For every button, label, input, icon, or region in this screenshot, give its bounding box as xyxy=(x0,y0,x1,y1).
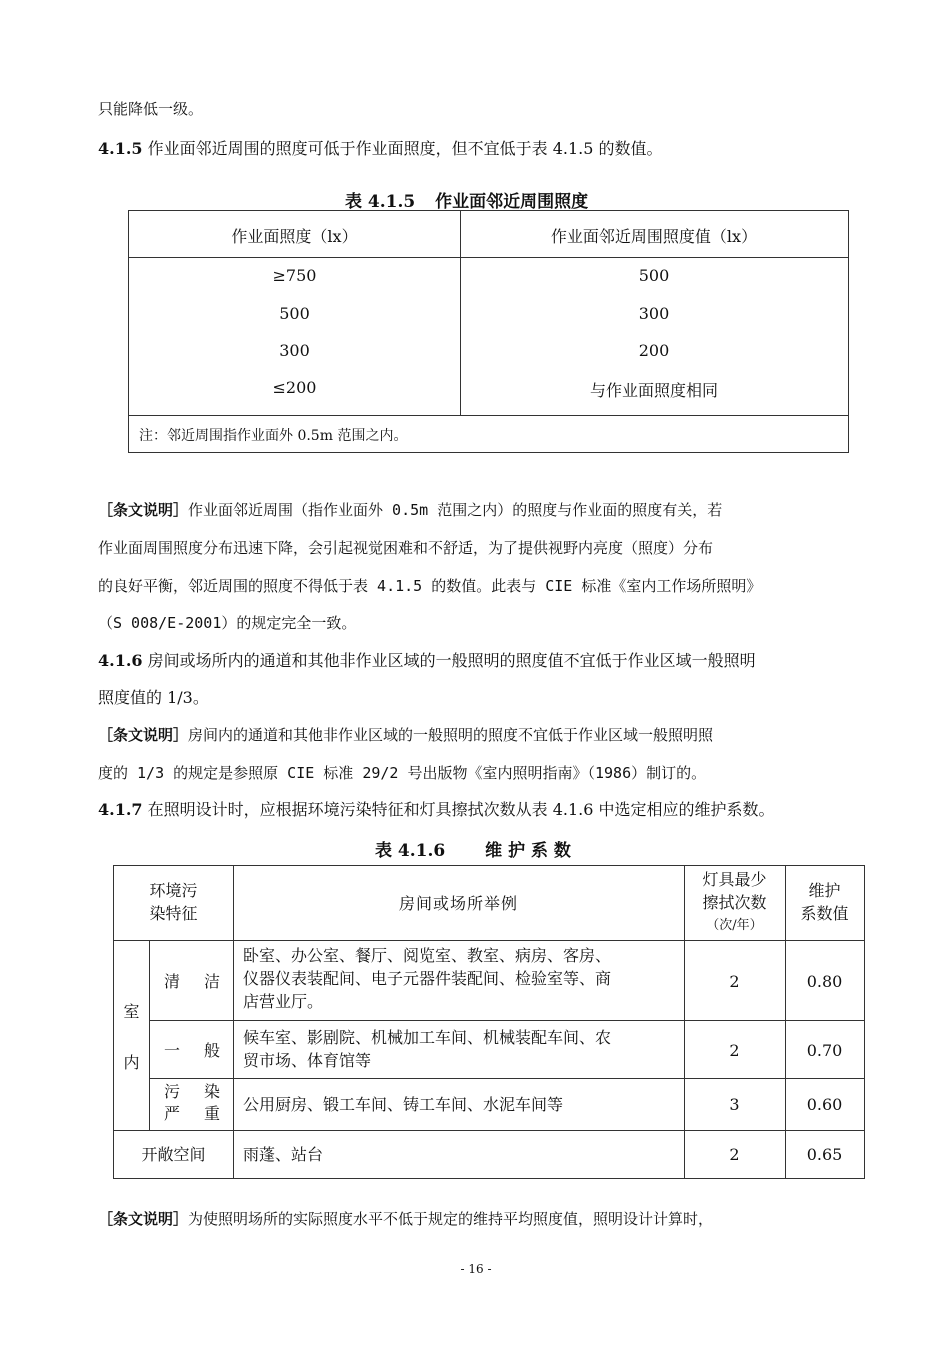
header-example: 房间或场所举例 xyxy=(398,894,518,913)
explanation-text: 为使照明场所的实际照度水平不低于规定的维持平均照度值，照明设计计算时， xyxy=(188,1210,714,1228)
caption-title: 作业面邻近周围照度 xyxy=(435,192,589,212)
coef-value: 0.60 xyxy=(806,1095,843,1114)
clause-4-1-5 xyxy=(98,137,663,161)
coef-value: 0.65 xyxy=(806,1145,843,1164)
coef-value: 0.80 xyxy=(806,972,843,991)
header-cell: 作业面照度（lx） xyxy=(231,227,358,246)
clause-text: 作业面邻近周围的照度可低于作业面照度，但不宜低于表 4.1.5 的数值。 xyxy=(147,139,663,158)
row-divider xyxy=(114,1130,864,1131)
header-env xyxy=(114,879,233,925)
header-text: （次/年） xyxy=(706,918,763,933)
example-line: 候车室、影剧院、机械加工车间、机械装配车间、农 xyxy=(243,1028,612,1047)
header-cell: 作业面邻近周围照度值（lx） xyxy=(550,227,758,246)
header-text: 系数值 xyxy=(800,904,849,923)
clause-text: 房间或场所内的通道和其他非作业区域的一般照明的照度值不宜低于作业区域一般照明 xyxy=(147,651,756,670)
env-type: 重 xyxy=(204,1104,221,1123)
explanation-text: 房间内的通道和其他非作业区域的一般照明的照度不宜低于作业区域一般照明照 xyxy=(188,726,714,744)
clause-text-cont: 照度值的 1/3。 xyxy=(98,688,209,707)
indoor-label-1: 室 xyxy=(123,1002,140,1021)
header-text: 环境污 xyxy=(149,881,198,900)
clause-number: 4.1.7 xyxy=(98,800,143,819)
header-times xyxy=(684,868,785,937)
clause-number: 4.1.6 xyxy=(98,651,143,670)
table-note: 注：邻近周围指作业面外 0.5m 范围之内。 xyxy=(139,428,408,444)
clause-number: 4.1.5 xyxy=(98,139,143,158)
explanation-tag: ［条文说明］ xyxy=(98,726,189,744)
env-type: 般 xyxy=(204,1041,221,1060)
caption-title: 维 护 系 数 xyxy=(485,841,571,861)
env-type: 严 xyxy=(164,1104,181,1123)
header-divider xyxy=(129,257,848,258)
indoor-label-2: 内 xyxy=(123,1053,140,1072)
header-text: 擦拭次数 xyxy=(702,893,767,912)
row-divider xyxy=(149,1078,864,1079)
col-divider xyxy=(149,940,150,1130)
times-value: 3 xyxy=(729,1095,740,1114)
explanation-line xyxy=(98,1207,713,1231)
explanation-line xyxy=(98,498,722,522)
example-text xyxy=(243,1026,611,1072)
example-line: 店营业厅。 xyxy=(243,992,324,1011)
example-text xyxy=(243,944,611,1013)
coef-value: 0.70 xyxy=(806,1041,843,1060)
table-caption-4-1-5 xyxy=(345,187,588,212)
clause-4-1-6 xyxy=(98,649,756,673)
explanation-tag: ［条文说明］ xyxy=(98,1210,189,1228)
env-type: 一 xyxy=(164,1041,181,1060)
example-line: 雨蓬、站台 xyxy=(243,1145,324,1164)
explanation-line xyxy=(98,723,713,747)
env-type: 开敞空间 xyxy=(141,1145,206,1164)
caption-number: 表 4.1.5 xyxy=(345,192,416,212)
times-value: 2 xyxy=(729,1145,740,1164)
explanation-text: 作业面邻近周围（指作业面外 0.5m 范围之内）的照度与作业面的照度有关，若 xyxy=(188,501,723,519)
env-type: 洁 xyxy=(204,972,221,991)
col-divider xyxy=(233,1130,234,1178)
times-value: 2 xyxy=(729,1041,740,1060)
clause-4-1-7 xyxy=(98,798,775,822)
explanation-line: 作业面周围照度分布迅速下降，会引起视觉困难和不舒适，为了提供视野内亮度（照度）分布 xyxy=(98,539,714,557)
page-number: - 16 - xyxy=(460,1262,492,1276)
table-4-1-6 xyxy=(113,865,865,1179)
table-4-1-5 xyxy=(128,210,849,453)
header-text: 染特征 xyxy=(149,904,198,923)
table-cell: 500 xyxy=(638,266,670,285)
header-text: 灯具最少 xyxy=(702,870,767,889)
env-type: 清 xyxy=(164,972,181,991)
env-type: 污 xyxy=(164,1082,181,1101)
example-line: 贸市场、体育馆等 xyxy=(243,1051,372,1070)
table-cell: ≤200 xyxy=(272,378,317,397)
table-cell: 200 xyxy=(638,341,670,360)
header-coef xyxy=(785,879,864,925)
explanation-line: 的良好平衡，邻近周围的照度不得低于表 4.1.5 的数值。此表与 CIE 标准《室内工作场所照明》 xyxy=(98,577,762,595)
text-line: 只能降低一级。 xyxy=(98,100,204,118)
env-type: 染 xyxy=(204,1082,221,1101)
table-cell: 300 xyxy=(279,341,310,360)
explanation-line: 度的 1/3 的规定是参照原 CIE 标准 29/2 号出版物《室内照明指南》（1986）制订的。 xyxy=(98,764,707,782)
clause-text: 在照明设计时，应根据环境污染特征和灯具擦拭次数从表 4.1.6 中选定相应的维护系数。 xyxy=(147,800,775,819)
times-value: 2 xyxy=(729,972,740,991)
row-divider xyxy=(114,940,864,941)
example-line: 卧室、办公室、餐厅、阅览室、教室、病房、客房、 xyxy=(243,946,612,965)
table-caption-4-1-6 xyxy=(375,836,571,861)
caption-number: 表 4.1.6 xyxy=(375,841,446,861)
table-cell: 与作业面照度相同 xyxy=(589,381,718,400)
table-cell: ≥750 xyxy=(272,266,317,285)
example-line: 公用厨房、锻工车间、铸工车间、水泥车间等 xyxy=(243,1095,564,1114)
explanation-line: （S 008/E-2001）的规定完全一致。 xyxy=(98,614,357,632)
header-text: 维护 xyxy=(808,881,841,900)
row-divider xyxy=(149,1020,864,1021)
note-divider xyxy=(129,415,848,416)
example-line: 仪器仪表装配间、电子元器件装配间、检验室等、商 xyxy=(243,969,612,988)
table-cell: 500 xyxy=(279,304,310,323)
table-cell: 300 xyxy=(638,304,670,323)
explanation-tag: ［条文说明］ xyxy=(98,501,189,519)
